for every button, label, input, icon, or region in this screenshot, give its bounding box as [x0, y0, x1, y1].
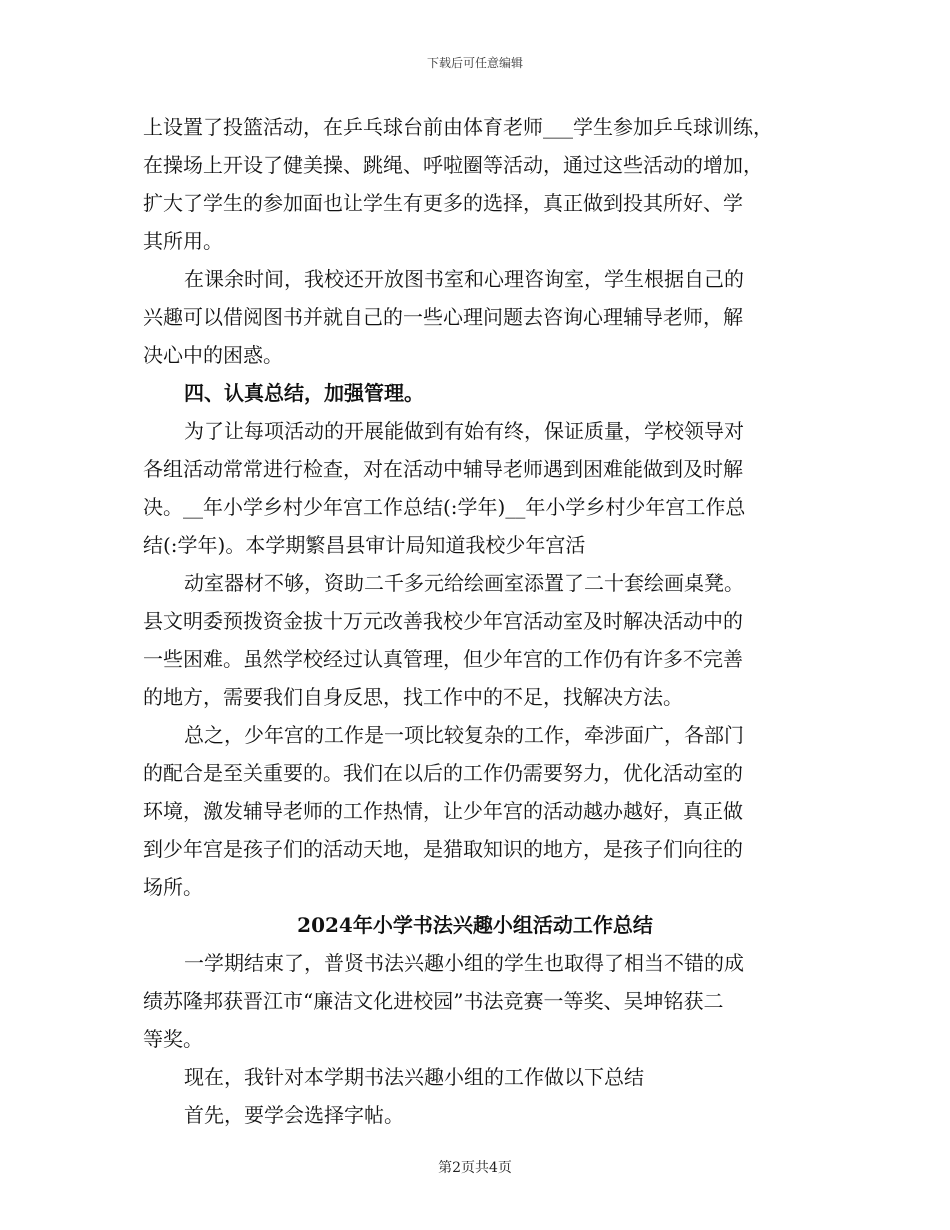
body-line: 决心中的困惑。	[143, 343, 283, 367]
body-line: 一学期结束了，普贤书法兴趣小组的学生也取得了相当不错的成	[184, 951, 744, 975]
body-line: 在操场上开设了健美操、跳绳、呼啦圈等活动，通过这些活动的增加，	[143, 153, 763, 177]
body-line: 环境，激发辅导老师的工作热情，让少年宫的活动越办越好，真正做	[143, 799, 743, 823]
body-line: 到少年宫是孩子们的活动天地，是猎取知识的地方，是孩子们向往的	[143, 837, 743, 861]
body-line: 各组活动常常进行检查，对在活动中辅导老师遇到困难能做到及时解	[143, 457, 743, 481]
body-line: 县文明委预拨资金拔十万元改善我校少年宫活动室及时解决活动中的	[143, 609, 743, 633]
page-header: 下载后可任意编辑	[426, 56, 523, 70]
section-heading: 四、认真总结，加强管理。	[184, 381, 424, 405]
body-line: 一些困难。虽然学校经过认真管理，但少年宫的工作仍有许多不完善	[143, 647, 743, 671]
body-line: 总之，少年宫的工作是一项比较复杂的工作，牵涉面广，各部门	[184, 723, 744, 747]
body-line: 在课余时间，我校还开放图书室和心理咨询室，学生根据自己的	[184, 267, 744, 291]
body-line: 决。__年小学乡村少年宫工作总结(:学年)__年小学乡村少年宫工作总	[143, 495, 746, 519]
body-line: 为了让每项活动的开展能做到有始有终，保证质量，学校领导对	[184, 419, 744, 443]
body-line: 结(:学年)。本学期繁昌县审计局知道我校少年宫活	[143, 533, 586, 557]
body-line: 场所。	[143, 875, 203, 899]
body-line: 的配合是至关重要的。我们在以后的工作仍需要努力，优化活动室的	[143, 761, 743, 785]
body-line: 其所用。	[143, 229, 223, 253]
body-line: 上设置了投篮活动，在乒乓球台前由体育老师___学生参加乒乓球训练，	[143, 115, 773, 139]
body-line: 现在，我针对本学期书法兴趣小组的工作做以下总结	[184, 1065, 644, 1089]
body-line: 动室器材不够，资助二千多元给绘画室添置了二十套绘画桌凳。	[184, 571, 744, 595]
page-footer: 第2页共4页	[438, 1160, 512, 1176]
body-line: 绩苏隆邦获晋江市“廉洁文化进校园”书法竞赛一等奖、吴坤铭获二	[143, 989, 724, 1013]
body-line: 扩大了学生的参加面也让学生有更多的选择，真正做到投其所好、学	[143, 191, 743, 215]
body-line: 等奖。	[143, 1027, 203, 1051]
document-body	[143, 108, 807, 1134]
body-line: 首先，要学会选择字帖。	[184, 1103, 404, 1127]
body-line: 兴趣可以借阅图书并就自己的一些心理问题去咨询心理辅导老师，解	[143, 305, 743, 329]
body-line: 的地方，需要我们自身反思，找工作中的不足，找解决方法。	[143, 685, 683, 709]
document-title: 2024年小学书法兴趣小组活动工作总结	[297, 913, 653, 937]
